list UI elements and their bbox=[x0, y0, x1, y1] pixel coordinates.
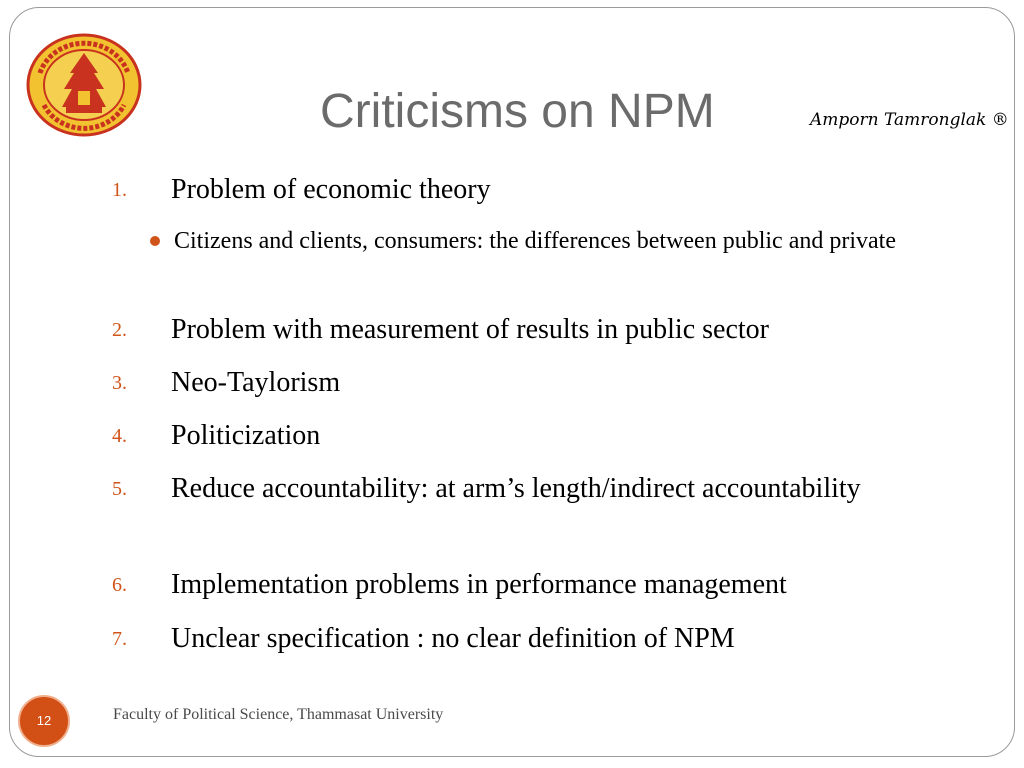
list-item-number: 4. bbox=[112, 425, 127, 447]
list-item-text: Politicization bbox=[171, 420, 321, 451]
list-item-number: 5. bbox=[112, 478, 127, 500]
list-item-number: 6. bbox=[112, 574, 127, 596]
bullet-dot-icon bbox=[150, 236, 160, 246]
list-item-text: Neo-Taylorism bbox=[171, 367, 341, 398]
page-number-badge: 12 bbox=[18, 695, 70, 747]
list-item-text: Problem with measurement of results in public sector bbox=[171, 314, 769, 345]
list-item-number: 1. bbox=[112, 179, 127, 201]
list-item-text: Reduce accountability: at arm’s length/indirect accountability bbox=[171, 473, 861, 504]
sub-list-item-text: Citizens and clients, consumers: the differences between public and private bbox=[174, 228, 896, 254]
list-item-text: Problem of economic theory bbox=[171, 174, 491, 205]
list-item-text: Unclear specification : no clear definition of NPM bbox=[171, 623, 735, 654]
university-seal-icon bbox=[26, 33, 142, 137]
list-item-number: 7. bbox=[112, 628, 127, 650]
list-item-number: 3. bbox=[112, 372, 127, 394]
author-signature: Amporn Tamronglak ® bbox=[810, 110, 1009, 130]
list-item-text: Implementation problems in performance management bbox=[171, 569, 787, 600]
footer-text: Faculty of Political Science, Thammasat University bbox=[113, 706, 444, 723]
list-item-number: 2. bbox=[112, 319, 127, 341]
slide-title: Criticisms on NPM bbox=[320, 85, 715, 138]
